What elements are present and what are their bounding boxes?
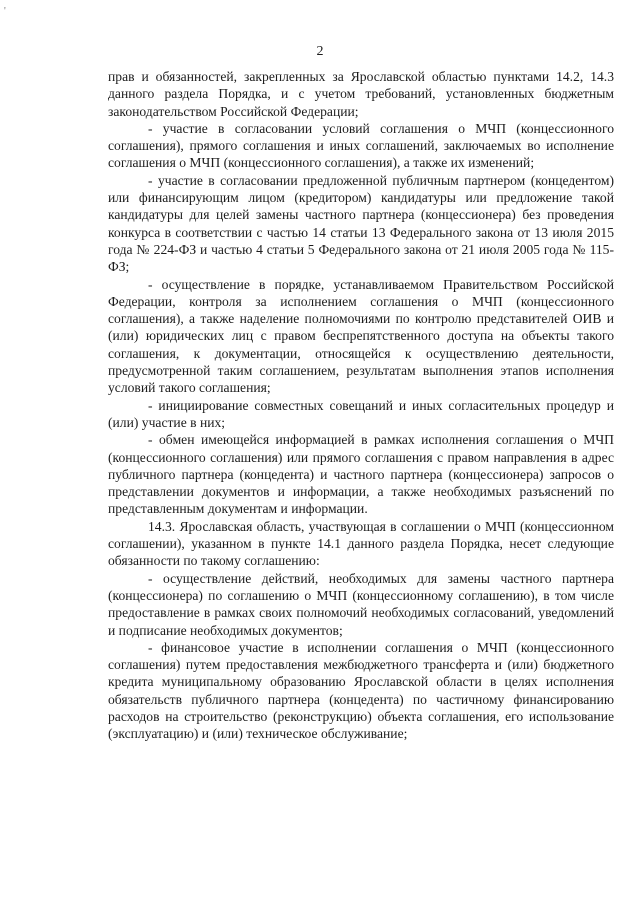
paragraph-continuation: прав и обязанностей, закрепленных за Ярославской областью пунктами 14.2, 14.3 данного раздела Порядка, и с учетом требований, установленных бюджетным законодательством Российской Федерации; — [108, 69, 614, 119]
paragraph-information-exchange: - обмен имеющейся информацией в рамках исполнения соглашения о МЧП (концессионного соглашения) или прямого соглашения с правом направления в адрес публичного партнера (концедента) и частного партнера (концессионера) запросов о представлении документов и информации, а также необходимых разъяснений по представленным документам и информации. — [108, 432, 614, 517]
paragraph-partner-replacement-actions: - осуществление действий, необходимых для замены частного партнера (концессионера) по соглашению о МЧП (концессионному соглашению), в том числе предоставление в рамках своих полномочий необходимых согласований, уведомлений и подписание необходимых документов; — [108, 570, 614, 638]
paragraph-joint-meetings: - инициирование совместных совещаний и иных согласительных процедур и (или) участие в них; — [108, 397, 614, 430]
paragraph-partner-replacement-candidate: - участие в согласовании предложенной публичным партнером (концедентом) или финансирующим лицом (кредитором) кандидатуры или предложение такой кандидатуры для целей замены частного партнера (концессионера) без проведения конкурса в соответствии с частью 14 статьи 13 Федерального закона от 13 июля 2015 года № 224-ФЗ и частью 4 статьи 5 Федерального закона от 21 июля 2005 года № 115-ФЗ; — [108, 172, 614, 275]
paragraph-financial-participation: - финансовое участие в исполнении соглашения о МЧП (концессионного соглашения) путем предоставления межбюджетного трансферта и (или) бюджетного кредита муниципальному образованию Ярославской области в целях исполнения обязательств публичного партнера (концедента) по частичному финансированию расходов на строительство (реконструкцию) объекта соглашения, его использование (эксплуатацию) и (или) техническое обслуживание; — [108, 639, 614, 742]
paragraph-control: - осуществление в порядке, устанавливаемом Правительством Российской Федерации, контроля за исполнением соглашения о МЧП (концессионного соглашения), а также наделение полномочиями по контролю представителей ОИВ и (или) юридических лиц с правом беспрепятственного доступа на объекты такого соглашения, к документации, относящейся к осуществлению деятельности, предусмотренной таким соглашением, результатам выполнения этапов исполнения условий такого соглашения; — [108, 276, 614, 396]
paragraph-section-14-3: 14.3. Ярославская область, участвующая в соглашении о МЧП (концессионном соглашении), указанном в пункте 14.1 данного раздела Порядка, несет следующие обязанности по такому соглашению: — [108, 518, 614, 569]
paragraph-agreement-approval: - участие в согласовании условий соглашения о МЧП (концессионного соглашения), прямого соглашения и иных соглашений, заключаемых во исполнение соглашения о МЧП (концессионного соглашения), а также их изменений; — [108, 120, 614, 171]
scan-artifact-mark: ' — [4, 6, 6, 17]
document-body — [108, 68, 614, 743]
page-number: 2 — [316, 44, 324, 59]
